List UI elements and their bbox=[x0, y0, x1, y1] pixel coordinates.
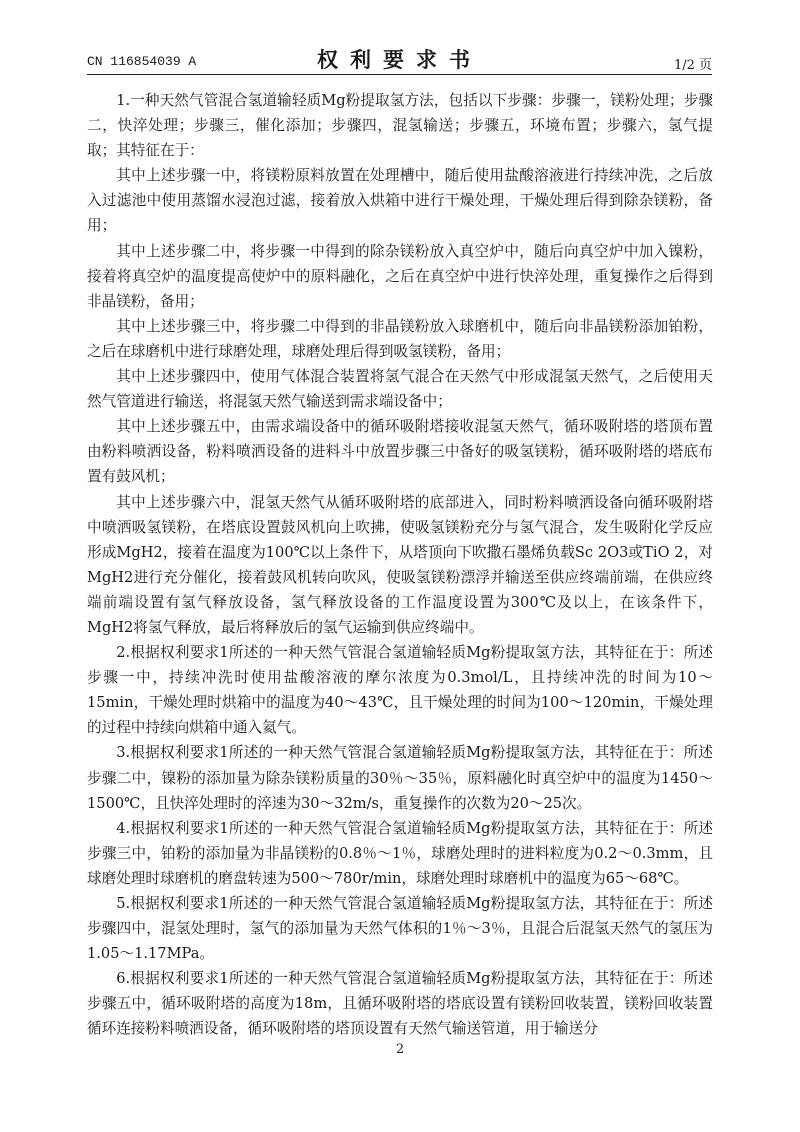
claims-body bbox=[87, 88, 713, 1042]
claim-1-step-4: 其中上述步骤四中，使用气体混合装置将氢气混合在天然气中形成混氢天然气，之后使用天然气管道进行输送，将混氢天然气输送到需求端设备中； bbox=[87, 368, 713, 411]
claim-1-step-1: 其中上述步骤一中，将镁粉原料放置在处理槽中，随后使用盐酸溶液进行持续冲洗，之后放入过滤池中使用蒸馏水浸泡过滤，接着放入烘箱中进行干燥处理，干燥处理后得到除杂镁粉，备用； bbox=[87, 167, 713, 235]
claim-1-step-5: 其中上述步骤五中，由需求端设备中的循环吸附塔接收混氢天然气，循环吸附塔的塔顶布置由粉料喷洒设备，粉料喷洒设备的进料斗中放置步骤三中备好的吸氢镁粉，循环吸附塔的塔底布置有鼓风机； bbox=[87, 418, 713, 486]
publication-number: CN 116854039 A bbox=[87, 54, 197, 69]
claim-1-step-6: 其中上述步骤六中，混氢天然气从循环吸附塔的底部进入，同时粉料喷洒设备向循环吸附塔中喷洒吸氢镁粉，在塔底设置鼓风机向上吹拂，使吸氢镁粉充分与氢气混合，发生吸附化学反应形成MgH2，接着在温度为100℃以上条件下，从塔顶向下吹撒石墨烯负载Sc 2O3或TiO 2，对MgH2进行充分催化，接着鼓风机转向吹风，使吸氢镁粉漂浮并输送至供应终端前端，在供应终端前端设置有氢气释放设备，氢气释放设备的工作温度设置为300℃及以上，在该条件下，MgH2将氢气释放，最后将释放后的氢气运输到供应终端中。 bbox=[87, 493, 713, 636]
document-title: 权利要求书 bbox=[317, 47, 482, 72]
claim-2: 2.根据权利要求1所述的一种天然气管混合氢道输轻质Mg粉提取氢方法，其特征在于：所述步骤一中，持续冲洗时使用盐酸溶液的摩尔浓度为0.3mol/L，且持续冲洗的时间为10～15min，干燥处理时烘箱中的温度为40～43℃，且干燥处理的时间为100～120min，干燥处理的过程中持续向烘箱中通入氦气。 bbox=[87, 644, 713, 737]
claim-1-step-2: 其中上述步骤二中，将步骤一中得到的除杂镁粉放入真空炉中，随后向真空炉中加入镍粉，接着将真空炉的温度提高使炉中的原料融化，之后在真空炉中进行快淬处理，重复操作之后得到非晶镁粉，备用； bbox=[87, 242, 713, 310]
page-count: 1/2 页 bbox=[673, 58, 712, 73]
claim-4: 4.根据权利要求1所述的一种天然气管混合氢道输轻质Mg粉提取氢方法，其特征在于：所述步骤三中，铂粉的添加量为非晶镁粉的0.8％～1％，球磨处理时的进料粒度为0.2～0.3mm，且球磨处理时球磨机的磨盘转速为500～780r/min，球磨处理时球磨机中的温度为65～68℃。 bbox=[87, 819, 713, 887]
claim-3: 3.根据权利要求1所述的一种天然气管混合氢道输轻质Mg粉提取氢方法，其特征在于：所述步骤二中，镍粉的添加量为除杂镁粉质量的30％～35％，原料融化时真空炉中的温度为1450～1500℃，且快淬处理时的淬速为30～32m/s，重复操作的次数为20～25次。 bbox=[87, 744, 713, 812]
claim-1-intro: 1.一种天然气管混合氢道输轻质Mg粉提取氢方法，包括以下步骤：步骤一，镁粉处理；步骤二，快淬处理；步骤三，催化添加；步骤四，混氢输送；步骤五，环境布置；步骤六，氢气提取；其特征在于： bbox=[87, 92, 713, 160]
page-number: 2 bbox=[395, 1042, 405, 1057]
header-rule bbox=[87, 74, 712, 75]
claim-1-step-3: 其中上述步骤三中，将步骤二中得到的非晶镁粉放入球磨机中，随后向非晶镁粉添加铂粉，之后在球磨机中进行球磨处理，球磨处理后得到吸氢镁粉，备用； bbox=[87, 317, 713, 360]
claim-6: 6.根据权利要求1所述的一种天然气管混合氢道输轻质Mg粉提取氢方法，其特征在于：所述步骤五中，循环吸附塔的高度为18m，且循环吸附塔的塔底设置有镁粉回收装置，镁粉回收装置循环连接粉料喷洒设备，循环吸附塔的塔顶设置有天然气输送管道，用于输送分 bbox=[87, 970, 713, 1038]
claim-5: 5.根据权利要求1所述的一种天然气管混合氢道输轻质Mg粉提取氢方法，其特征在于：所述步骤四中，混氢处理时，氢气的添加量为天然气体积的1％～3％，且混合后混氢天然气的氢压为1.05～1.17MPa。 bbox=[87, 895, 713, 963]
page-header bbox=[87, 44, 712, 72]
